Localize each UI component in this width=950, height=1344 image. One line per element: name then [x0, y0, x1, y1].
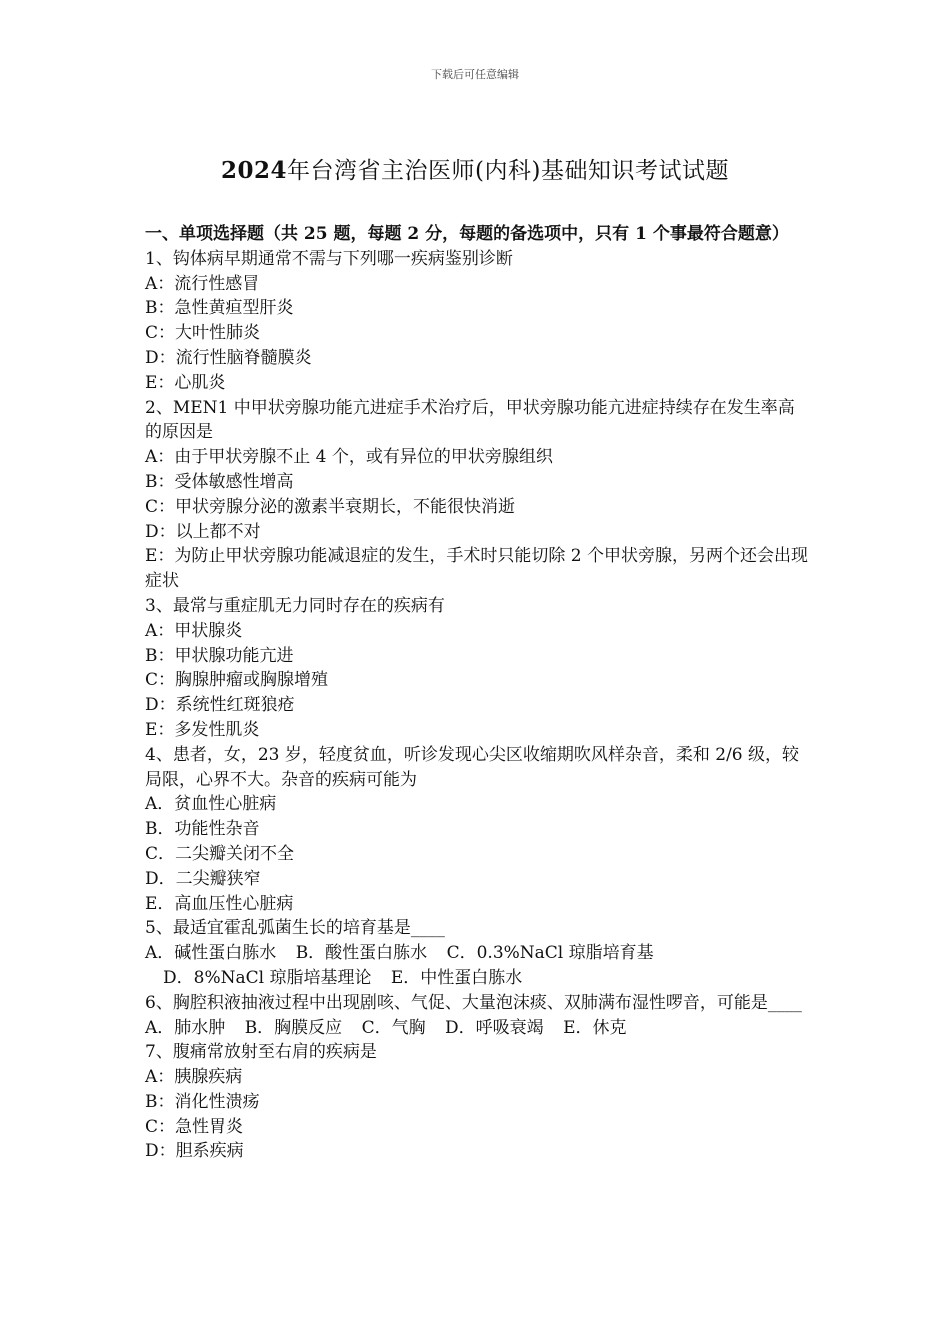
option-d: D：流行性脑脊髓膜炎	[145, 347, 312, 368]
option-c: C：胸腺肿瘤或胸腺增殖	[145, 670, 329, 691]
option-e: E．中性蛋白胨水	[390, 967, 523, 988]
option-c: C．二尖瓣关闭不全	[145, 843, 295, 864]
option-d: D：胆系疾病	[145, 1141, 244, 1162]
option-a: A．贫血性心脏病	[145, 794, 277, 815]
option-b: B：急性黄疸型肝炎	[145, 298, 294, 319]
question-3	[145, 594, 810, 743]
option-d: D．8%NaCl 琼脂培基理论	[163, 967, 372, 988]
option-d: D．二尖瓣狭窄	[145, 868, 261, 889]
option-e: E：心肌炎	[145, 372, 226, 393]
option-b: B．胸膜反应	[244, 1017, 343, 1038]
document-body	[145, 222, 810, 1164]
option-a: A．肺水肿	[145, 1017, 226, 1038]
option-a: A：甲状腺炎	[145, 620, 243, 641]
question-stem: 2、MEN1 中甲状旁腺功能亢进症手术治疗后，甲状旁腺功能亢进症持续存在发生率高的原因是	[145, 397, 795, 443]
option-a: A：流行性感冒	[145, 273, 260, 294]
option-d: D．呼吸衰竭	[445, 1017, 544, 1038]
option-e: E．高血压性心脏病	[145, 893, 294, 914]
question-5	[145, 916, 810, 990]
option-b: B：甲状腺功能亢进	[145, 645, 294, 666]
question-2	[145, 396, 810, 594]
option-b: B：受体敏感性增高	[145, 471, 294, 492]
question-stem: 3、最常与重症肌无力同时存在的疾病有	[145, 595, 445, 616]
page-title	[0, 152, 950, 185]
question-stem: 7、腹痛常放射至右肩的疾病是	[145, 1042, 377, 1063]
option-d: D：系统性红斑狼疮	[145, 695, 295, 716]
options-row-1	[145, 941, 810, 966]
option-c: C：甲状旁腺分泌的激素半衰期长，不能很快消逝	[145, 496, 516, 517]
header-note: 下载后可任意编辑	[431, 68, 519, 81]
question-4	[145, 743, 810, 917]
option-b: B．功能性杂音	[145, 819, 260, 840]
option-a: A：胰腺疾病	[145, 1067, 243, 1088]
options-row	[145, 1016, 810, 1041]
question-7	[145, 1040, 810, 1164]
option-b: B：消化性溃疡	[145, 1091, 260, 1112]
option-e: E：多发性肌炎	[145, 719, 260, 740]
option-c: C．0.3%NaCl 琼脂培育基	[446, 943, 654, 964]
option-c: C．气胸	[361, 1017, 426, 1038]
title-text: 年台湾省主治医师(内科)基础知识考试试题	[287, 158, 729, 184]
title-year: 2024	[221, 157, 288, 184]
option-a: A．碱性蛋白胨水	[145, 943, 277, 964]
option-b: B．酸性蛋白胨水	[295, 943, 428, 964]
question-stem: 4、患者，女，23 岁，轻度贫血，听诊发现心尖区收缩期吹风样杂音，柔和 2/6 级，较局限，心界不大。杂音的疾病可能为	[145, 744, 800, 790]
option-a: A：由于甲状旁腺不止 4 个，或有异位的甲状旁腺组织	[145, 447, 553, 468]
section-heading: 一、单项选择题（共 25 题，每题 2 分，每题的备选项中，只有 1 个事最符合题意）	[145, 224, 789, 244]
options-row-2	[145, 966, 810, 991]
option-d: D：以上都不对	[145, 521, 261, 542]
question-6	[145, 991, 810, 1041]
option-e: E．休克	[563, 1017, 627, 1038]
question-stem: 6、胸腔积液抽液过程中出现剧咳、气促、大量泡沫痰、双肺满布湿性啰音，可能是____	[145, 992, 802, 1013]
option-e: E：为防止甲状旁腺功能减退症的发生，手术时只能切除 2 个甲状旁腺，另两个还会出现症状	[145, 546, 809, 592]
question-stem: 1、钩体病早期通常不需与下列哪一疾病鉴别诊断	[145, 248, 513, 269]
option-c: C：急性胃炎	[145, 1116, 244, 1137]
option-c: C：大叶性肺炎	[145, 323, 261, 344]
question-1	[145, 247, 810, 396]
question-stem: 5、最适宜霍乱弧菌生长的培育基是____	[145, 918, 445, 939]
